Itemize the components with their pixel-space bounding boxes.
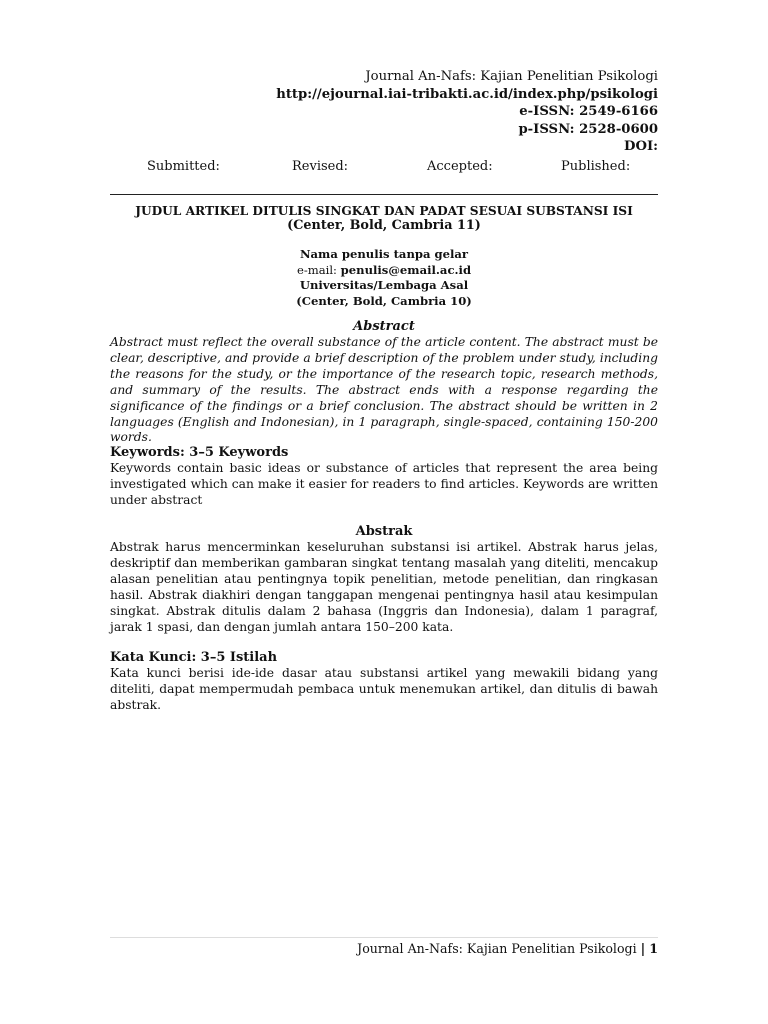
- accepted-label: Accepted:: [427, 159, 493, 174]
- journal-name: Journal An-Nafs: Kajian Penelitian Psikologi: [365, 69, 658, 84]
- kata-kunci-heading: Kata Kunci: 3–5 Istilah: [110, 650, 278, 665]
- author-note: (Center, Bold, Cambria 10): [296, 293, 472, 308]
- abstrak-text: Abstrak harus mencerminkan keseluruhan substansi isi artikel. Abstrak harus jelas, deskriptif dan memberikan gambaran singkat tentang masalah yang diteliti, mencakup alasan penelitian atau pentingnya topik penelitian, metode penelitian, dan ringkasan hasil. Abstrak diakhiri dengan tanggapan mengenai pentingnya hasil atau kesimpulan singkat. Abstrak ditulis dalam 2 bahasa (Inggris dan Indonesia), dalam 1 paragraf, jarak 1 spasi, dan dengan jumlah antara 150–200 kata.: [110, 540, 658, 634]
- article-title-note: (Center, Bold, Cambria 11): [287, 218, 481, 233]
- abstrak-heading: Abstrak: [355, 524, 413, 539]
- footer-journal-name: Journal An-Nafs: Kajian Penelitian Psikologi: [357, 941, 637, 956]
- author-institution: Universitas/Lembaga Asal: [299, 278, 469, 292]
- page-footer: [110, 941, 658, 956]
- author-email: penulis@email.ac.id: [340, 262, 472, 277]
- author-block: [110, 247, 658, 309]
- abstract-heading: Abstract: [353, 319, 415, 334]
- journal-url: http://ejournal.iai-tribakti.ac.id/index.php/psikologi: [276, 86, 658, 102]
- keywords-text: Keywords contain basic ideas or substance of articles that represent the area being investigated which can make it easier for readers to find articles. Keywords are written under abstract: [110, 461, 658, 507]
- doi-label: DOI:: [624, 139, 658, 154]
- kata-kunci-text: Kata kunci berisi ide-ide dasar atau substansi artikel yang mewakili bidang yang diteliti, dapat mempermudah pembaca untuk menemukan artikel, dan ditulis di bawah abstrak.: [110, 666, 658, 712]
- submitted-label: Submitted:: [147, 159, 220, 174]
- published-label: Published:: [561, 159, 631, 174]
- abstract-text: Abstract must reflect the overall substance of the article content. The abstract must be clear, descriptive, and provide a brief description of the problem under study, including the reasons for the study, or the importance of the research topic, research methods, and summary of the results. The abstract ends with a response regarding the significance of the findings or a brief conclusion. The abstract should be written in 2 languages (English and Indonesian), in 1 paragraph, single-spaced, containing 150-200 words.: [110, 335, 658, 445]
- revised-label: Revised:: [292, 159, 349, 174]
- footer-divider: [110, 937, 658, 938]
- journal-header: [110, 68, 658, 156]
- author-name: Nama penulis tanpa gelar: [299, 247, 469, 261]
- page-number: 1: [649, 941, 658, 956]
- footer-separator: |: [640, 941, 646, 956]
- eissn: e-ISSN: 2549-6166: [519, 104, 658, 119]
- article-title: JUDUL ARTIKEL DITULIS SINGKAT DAN PADAT SESUAI SUBSTANSI ISI: [135, 204, 633, 218]
- submission-dates-row: [110, 159, 658, 177]
- author-email-line: [110, 263, 658, 279]
- pissn: p-ISSN: 2528-0600: [518, 121, 658, 137]
- keywords-heading: Keywords: 3–5 Keywords: [110, 445, 289, 460]
- header-divider: [110, 194, 658, 195]
- email-label: e-mail:: [296, 262, 341, 277]
